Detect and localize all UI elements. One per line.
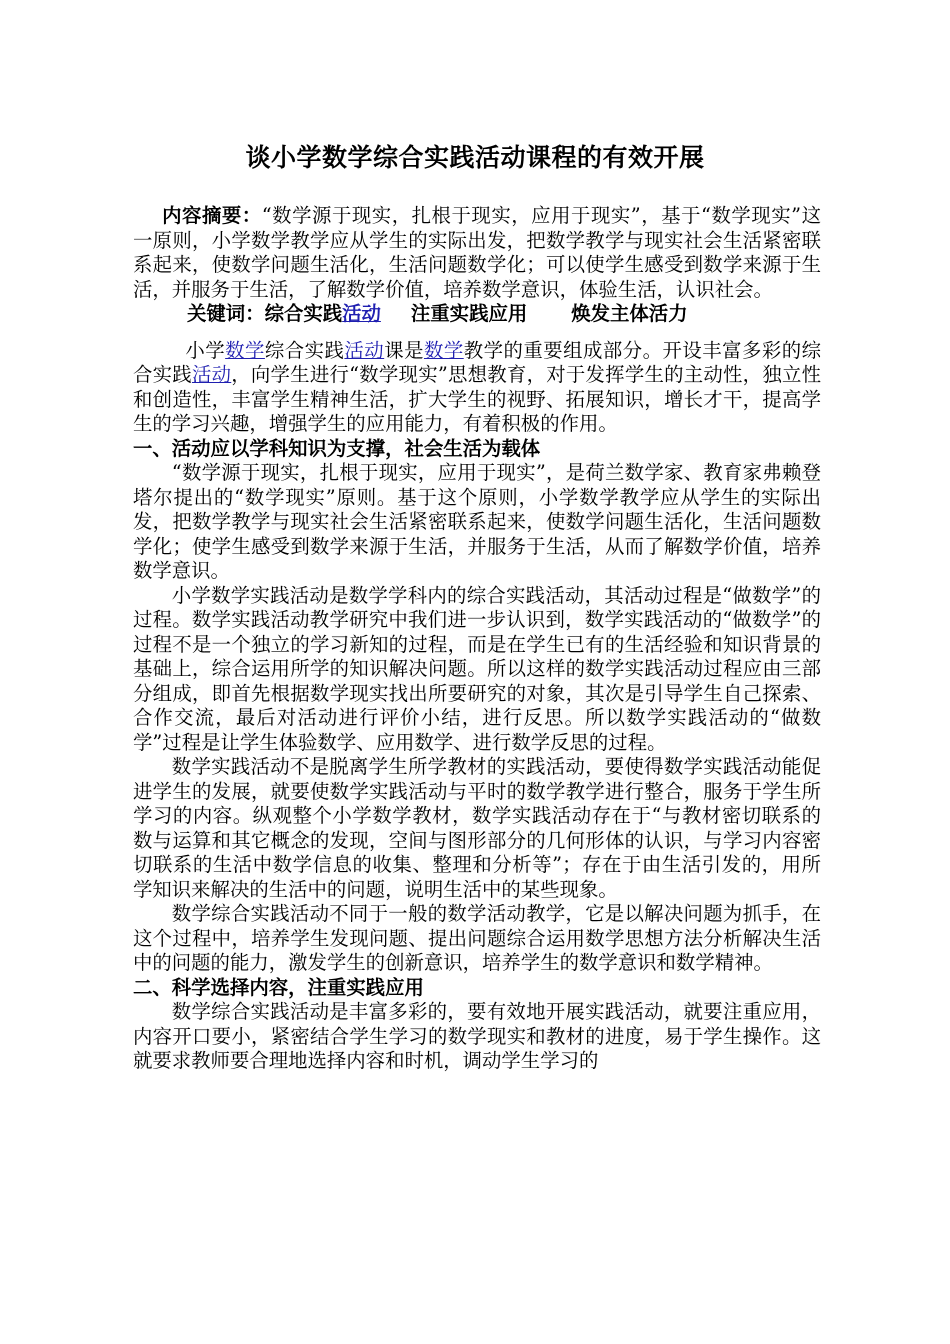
intro-link-math-1[interactable]: 数学 — [225, 338, 265, 362]
intro-link-math-2[interactable]: 数学 — [423, 338, 464, 362]
abstract-paragraph — [133, 204, 821, 302]
keyword-1-link[interactable]: 活动 — [342, 302, 381, 325]
abstract-text: “数学源于现实，扎根于现实，应用于现实”，基于“数学现实”这一原则，小学数学教学应从学生的实际出发，把数学教学与现实社会生活紧密联系起来，使数学问题生活化，生活问题数学化；可以使学生感受到数学来源于生活，并服务于生活，了解数学价值，培养数学意识，体验生活，认识社会。 — [133, 204, 821, 301]
intro-text-4: 教学的重要组成部分。开设丰富多彩的综合实践 — [133, 338, 822, 386]
intro-text-3: 课是 — [384, 338, 424, 362]
document-body — [133, 204, 821, 1074]
intro-text-2: 综合实践 — [264, 338, 345, 362]
keyword-3: 焕发主体活力 — [571, 302, 688, 325]
keyword-1: 综合实践 — [264, 302, 343, 325]
intro-link-activity-2[interactable]: 活动 — [191, 363, 232, 386]
intro-text-5: ，向学生进行“数学现实”思想教育，对于发挥学生的主动性，独立性和创造性，丰富学生精神生活，扩大学生的视野、拓展知识，增长才干，提高学生的学习兴趣，增强学生的应用能力，有着积极的作用。 — [133, 363, 822, 435]
intro-link-activity-1[interactable]: 活动 — [344, 338, 385, 362]
document-title: 谈小学数学综合实践活动课程的有效开展 — [245, 143, 705, 172]
keyword-2: 注重实践应用 — [410, 302, 528, 325]
section-2-heading: 二、科学选择内容，注重实践应用 — [133, 975, 424, 999]
intro-text-1: 小学 — [185, 338, 226, 362]
keywords-line — [133, 302, 821, 327]
intro-paragraph — [133, 339, 821, 437]
section-1-paragraph-1: “数学源于现实，扎根于现实，应用于现实”，是荷兰数学家、教育家弗赖登塔尔提出的“数学现实”原则。基于这个原则，小学数学教学应从学生的实际出发，把数学教学与现实社会生活紧密联系起来，使数学问题生活化，生活问题数学化；使学生感受到数学来源于生活，并服务于生活，从而了解数学价值，培养数学意识。 — [133, 461, 821, 582]
section-2-paragraph-1: 数学综合实践活动是丰富多彩的，要有效地开展实践活动，就要注重应用，内容开口要小，紧密结合学生学习的数学现实和教材的进度，易于学生操作。这就要求教师要合理地选择内容和时机，调动学生学习的 — [133, 1000, 821, 1072]
section-1-heading: 一、活动应以学科知识为支撑，社会生活为载体 — [133, 436, 541, 460]
section-1-paragraph-2: 小学数学实践活动是数学学科内的综合实践活动，其活动过程是“做数学”的过程。数学实践活动教学研究中我们进一步认识到，数学实践活动的“做数学”的过程不是一个独立的学习新知的过程，而是在学生已有的生活经验和知识背景的基础上，综合运用所学的知识解决问题。所以这样的数学实践活动过程应由三部分组成，即首先根据数学现实找出所要研究的对象，其次是引导学生自己探索、合作交流，最后对活动进行评价小结，进行反思。所以数学实践活动的“做数学”过程是让学生体验数学、应用数学、进行数学反思的过程。 — [133, 583, 821, 754]
keywords-label: 关键词： — [187, 302, 265, 325]
section-1-paragraph-4: 数学综合实践活动不同于一般的数学活动教学，它是以解决问题为抓手，在这个过程中，培养学生发现问题、提出问题综合运用数学思想方法分析解决生活中的问题的能力，激发学生的创新意识，培养学生的数学意识和数学精神。 — [133, 902, 821, 974]
section-1-paragraph-3: 数学实践活动不是脱离学生所学教材的实践活动，要使得数学实践活动能促进学生的发展，就要使数学实践活动与平时的数学教学进行整合，服务于学生所学习的内容。纵观整个小学数学教材，数学实践活动存在于“与教材密切联系的数与运算和其它概念的发现，空间与图形部分的几何形体的认识，与学习内容密切联系的生活中数学信息的收集、整理和分析等”；存在于由生活引发的，用所学知识来解决的生活中的问题，说明生活中的某些现象。 — [133, 755, 821, 901]
abstract-label: 内容摘要： — [162, 204, 262, 227]
